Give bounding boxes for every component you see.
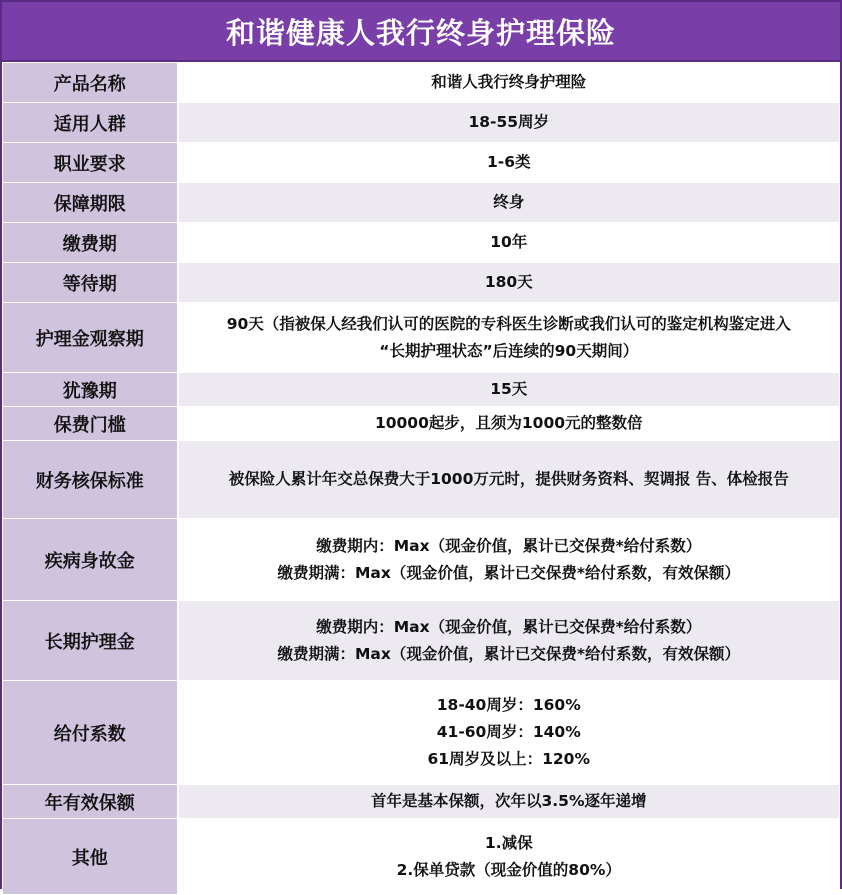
row-label: 保障期限 bbox=[3, 183, 178, 223]
table-row bbox=[3, 819, 840, 895]
table-row bbox=[3, 63, 840, 103]
table-body bbox=[3, 63, 840, 895]
row-value bbox=[178, 303, 840, 373]
row-label: 给付系数 bbox=[3, 681, 178, 785]
row-value-line: 18-55周岁 bbox=[468, 113, 550, 131]
row-value bbox=[178, 785, 840, 819]
row-label: 年有效保额 bbox=[3, 785, 178, 819]
row-value-line: 缴费期内：Max（现金价值，累计已交保费*给付系数） bbox=[316, 617, 702, 636]
row-value bbox=[178, 103, 840, 143]
table-row bbox=[3, 601, 840, 681]
table-row bbox=[3, 303, 840, 373]
row-value bbox=[178, 407, 840, 441]
row-value-line: 缴费期满：Max（现金价值，累计已交保费*给付系数，有效保额） bbox=[277, 563, 740, 582]
row-value bbox=[178, 819, 840, 895]
row-value-line: 10000起步，且须为1000元的整数倍 bbox=[374, 414, 643, 432]
row-value-line: 被保险人累计年交总保费大于1000万元时，提供财务资料、契调报 告、体检报告 bbox=[228, 470, 789, 488]
row-value-line: 缴费期满：Max（现金价值，累计已交保费*给付系数，有效保额） bbox=[277, 644, 740, 663]
row-label: 护理金观察期 bbox=[3, 303, 178, 373]
row-value bbox=[178, 63, 840, 103]
table-row bbox=[3, 103, 840, 143]
row-value-line: 41-60周岁：140% bbox=[436, 723, 581, 741]
row-label: 适用人群 bbox=[3, 103, 178, 143]
table-row bbox=[3, 143, 840, 183]
row-label: 职业要求 bbox=[3, 143, 178, 183]
product-info-table bbox=[2, 62, 840, 895]
table-row bbox=[3, 183, 840, 223]
row-value bbox=[178, 143, 840, 183]
table-row bbox=[3, 373, 840, 407]
table-row bbox=[3, 441, 840, 519]
row-value-line: 1-6类 bbox=[486, 153, 531, 171]
row-value-line: 终身 bbox=[493, 193, 525, 211]
row-value bbox=[178, 681, 840, 785]
table-row bbox=[3, 785, 840, 819]
row-label: 等待期 bbox=[3, 263, 178, 303]
row-label: 产品名称 bbox=[3, 63, 178, 103]
table-row bbox=[3, 407, 840, 441]
row-value-line: 15天 bbox=[490, 380, 528, 398]
row-value-line: 1.减保 bbox=[484, 833, 533, 852]
row-value-line: 和谐人我行终身护理险 bbox=[431, 73, 587, 91]
row-value bbox=[178, 263, 840, 303]
row-label: 财务核保标准 bbox=[3, 441, 178, 519]
table-row bbox=[3, 263, 840, 303]
table-row bbox=[3, 223, 840, 263]
row-label: 长期护理金 bbox=[3, 601, 178, 681]
table-row bbox=[3, 681, 840, 785]
row-value-line: 缴费期内：Max（现金价值，累计已交保费*给付系数） bbox=[316, 536, 702, 555]
row-value-line: 61周岁及以上：120% bbox=[427, 750, 590, 768]
row-value-line: 90天（指被保人经我们认可的医院的专科医生诊断或我们认可的鉴定机构鉴定进入 bbox=[226, 314, 791, 333]
row-value-line: 10年 bbox=[490, 233, 528, 251]
row-value bbox=[178, 601, 840, 681]
row-value bbox=[178, 223, 840, 263]
row-label: 保费门槛 bbox=[3, 407, 178, 441]
page-title: 和谐健康人我行终身护理保险 bbox=[2, 2, 840, 62]
row-value-line: 2.保单贷款（现金价值的80%） bbox=[396, 860, 621, 879]
row-label: 缴费期 bbox=[3, 223, 178, 263]
row-value-line: “长期护理状态”后连续的90天期间） bbox=[379, 341, 639, 360]
row-value-line: 18-40周岁：160% bbox=[436, 696, 581, 714]
row-value-line: 180天 bbox=[484, 273, 533, 291]
row-value bbox=[178, 441, 840, 519]
row-label: 犹豫期 bbox=[3, 373, 178, 407]
row-value bbox=[178, 519, 840, 601]
row-value bbox=[178, 373, 840, 407]
row-value-line: 首年是基本保额，次年以3.5%逐年递增 bbox=[371, 792, 647, 810]
row-value bbox=[178, 183, 840, 223]
row-label: 其他 bbox=[3, 819, 178, 895]
row-label: 疾病身故金 bbox=[3, 519, 178, 601]
table-row bbox=[3, 519, 840, 601]
